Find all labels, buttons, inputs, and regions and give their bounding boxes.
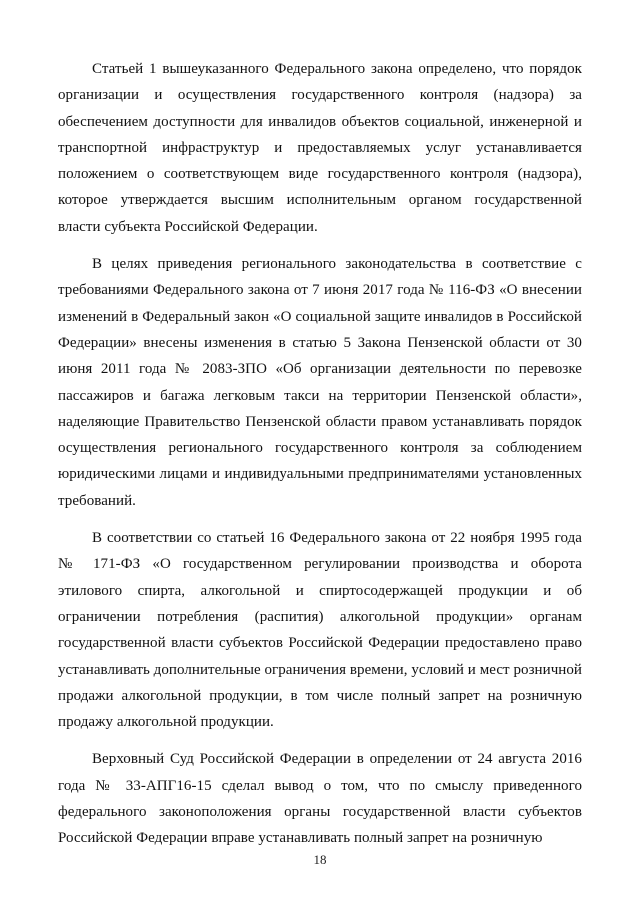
paragraph-article-1: Статьей 1 вышеуказанного Федерального закона определено, что порядок организации и осуществления государственного контроля (надзора) за обеспечением доступности для инвалидов объектов социальной, инженерной и транспортной инфраструктур и предоставляемых услуг устанавливается положением о соответствующем виде государственного контроля (надзора), которое утверждается высшим исполнительным органом государственной власти субъекта Российской Федерации.	[58, 61, 582, 235]
page-number: 18	[313, 852, 327, 867]
document-page	[58, 56, 582, 896]
paragraph-supreme-court: Верховный Суд Российской Федерации в определении от 24 августа 2016 года № 33-АПГ16-15 сделал вывод о том, что по смыслу приведенного федерального законоположения органы государственной власти субъектов Российской Федерации вправе устанавливать полный запрет на розничную	[58, 751, 582, 847]
paragraph-article-16: В соответствии со статьей 16 Федерального закона от 22 ноября 1995 года № 171-ФЗ «О государственном регулировании производства и оборота этилового спирта, алкогольной и спиртосодержащей продукции и об ограничении потребления (распития) алкогольной продукции» органам государственной власти субъектов Российской Федерации предоставлено право устанавливать дополнительные ограничения времени, условий и мест розничной продажи алкогольной продукции, в том числе полный запрет на розничную продажу алкогольной продукции.	[58, 530, 582, 731]
paragraph-regional-law: В целях приведения регионального законодательства в соответствие с требованиями Федерального закона от 7 июня 2017 года № 116-ФЗ «О внесении изменений в Федеральный закон «О социальной защите инвалидов в Российской Федерации» внесены изменения в статью 5 Закона Пензенской области от 30 июня 2011 года № 2083-ЗПО «Об организации деятельности по перевозке пассажиров и багажа легковым такси на территории Пензенской области», наделяющие Правительство Пензенской области правом устанавливать порядок осуществления регионального государственного контроля за соблюдением юридическими лицами и индивидуальными предпринимателями установленных требований.	[58, 256, 582, 509]
